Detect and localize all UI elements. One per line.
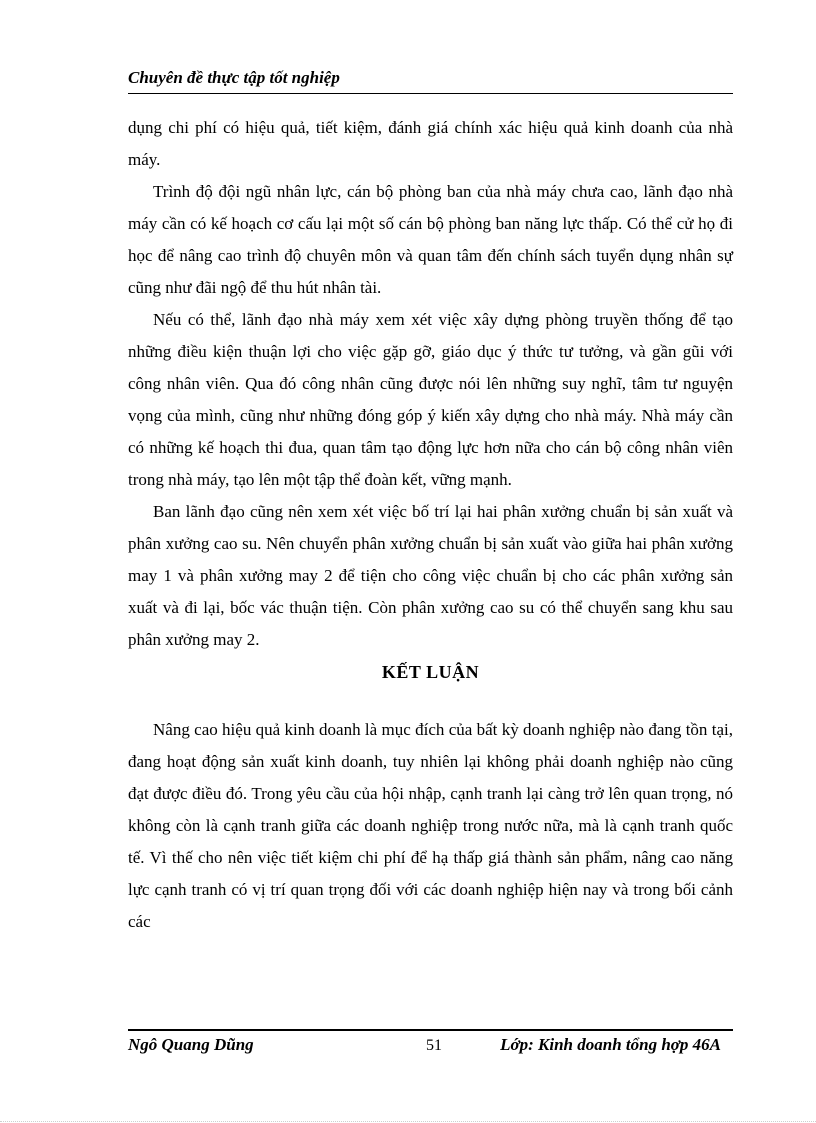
section-heading: KẾT LUẬN	[381, 662, 480, 682]
page-number: 51	[426, 1037, 442, 1054]
conclusion-paragraph: Nâng cao hiệu quả kinh doanh là mục đích của bất kỳ doanh nghiệp nào đang tồn tại, đang hoạt động sản xuất kinh doanh, tuy nhiên lại không phải doanh nghiệp nào cũng đạt được điều đó. Trong yêu cầu của hội nhập, cạnh tranh lại càng trở lên quan trọng, nó không còn là cạnh tranh giữa các doanh nghiệp trong nước nữa, mà là cạnh tranh quốc tế. Vì thế cho nên việc tiết kiệm chi phí để hạ thấp giá thành sản phẩm, nâng cao năng lực cạnh tranh có vị trí quan trọng đối với các doanh nghiệp hiện nay và trong bối cảnh các	[128, 720, 733, 931]
paragraph-1: dụng chi phí có hiệu quả, tiết kiệm, đánh giá chính xác hiệu quả kinh doanh của nhà máy.	[128, 118, 733, 169]
document-body	[128, 112, 733, 938]
paragraph-2: Trình độ đội ngũ nhân lực, cán bộ phòng ban của nhà máy chưa cao, lãnh đạo nhà máy cần có kế hoạch cơ cấu lại một số cán bộ phòng ban năng lực thấp. Có thể cử họ đi học để nâng cao trình độ chuyên môn và quan tâm đến chính sách tuyển dụng nhân sự cũng như đãi ngộ để thu hút nhân tài.	[128, 182, 733, 297]
page-bottom-border	[0, 1121, 816, 1122]
header-divider	[128, 93, 733, 94]
footer-class: Lớp: Kinh doanh tổng hợp 46A	[500, 1035, 721, 1054]
footer-divider	[128, 1029, 733, 1031]
page-footer	[128, 1035, 733, 1059]
paragraph-4: Ban lãnh đạo cũng nên xem xét việc bố trí lại hai phân xưởng chuẩn bị sản xuất và phân xưởng cao su. Nên chuyển phân xưởng chuẩn bị sản xuất vào giữa hai phân xưởng may 1 và phân xưởng may 2 để tiện cho công việc chuẩn bị cho các phân xưởng sản xuất và đi lại, bốc vác thuận tiện. Còn phân xưởng cao su có thể chuyển sang khu sau phân xưởng may 2.	[128, 502, 733, 649]
running-header: Chuyên đề thực tập tốt nghiệp	[128, 68, 340, 87]
footer-author: Ngô Quang Dũng	[128, 1035, 254, 1054]
paragraph-3: Nếu có thể, lãnh đạo nhà máy xem xét việc xây dựng phòng truyền thống để tạo những điều kiện thuận lợi cho việc gặp gỡ, giáo dục ý thức tư tưởng, và gần gũi với công nhân viên. Qua đó công nhân cũng được nói lên những suy nghĩ, tâm tư nguyện vọng của mình, cũng như những đóng góp ý kiến xây dựng cho nhà máy. Nhà máy cần có những kế hoạch thi đua, quan tâm tạo động lực hơn nữa cho cán bộ công nhân viên trong nhà máy, tạo lên một tập thể đoàn kết, vững mạnh.	[128, 310, 733, 489]
